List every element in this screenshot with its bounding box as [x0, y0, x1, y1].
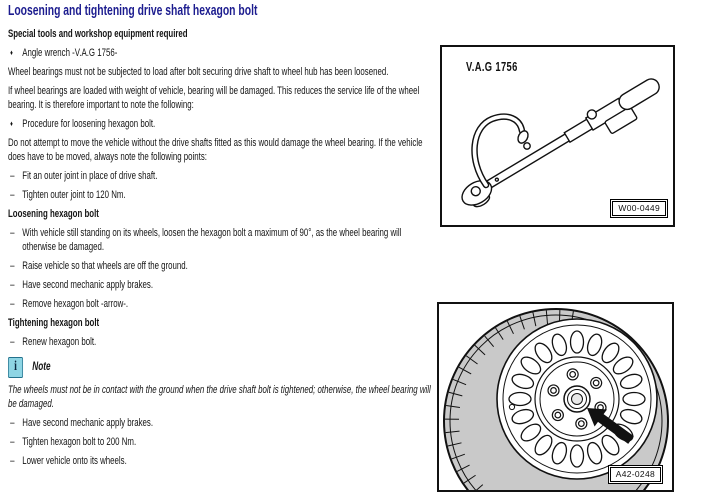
step-item-text: Raise vehicle so that wheels are off the ground. — [22, 259, 431, 273]
note-label: Note — [32, 361, 50, 373]
dash-bullet-icon: – — [10, 188, 22, 202]
dash-bullet-icon: – — [10, 435, 22, 449]
wrench-body-group — [457, 73, 669, 217]
step-item — [8, 335, 431, 349]
paragraph: If wheel bearings are loaded with weight of vehicle, bearing will be damaged. This reduces the service life of the wheel bearing. It is therefore important to note the following: — [8, 84, 431, 112]
step-item — [8, 454, 431, 468]
step-item-text: Remove hexagon bolt -arrow-. — [22, 297, 431, 311]
step-item — [8, 278, 431, 292]
dash-bullet-icon: – — [10, 454, 22, 468]
step-item — [8, 435, 431, 449]
step-item — [8, 188, 431, 202]
wheel-drawing — [439, 304, 672, 490]
document-text-column — [8, 0, 431, 473]
step-item-text: Have second mechanic apply brakes. — [22, 416, 431, 430]
dash-bullet-icon: – — [10, 335, 22, 349]
dash-bullet-icon: – — [10, 278, 22, 292]
figure-ref-box — [610, 199, 668, 218]
bullet-item — [8, 117, 431, 131]
note-info-icon: i — [8, 357, 23, 378]
step-item — [8, 226, 431, 254]
hub-bolt — [564, 386, 590, 412]
figure-wheel-hexagon-bolt — [437, 302, 674, 492]
step-item-text: With vehicle still standing on its wheels, loosen the hexagon bolt a maximum of 90°, as the wheel bearing will otherwise be damaged. — [22, 226, 431, 254]
section-heading-tightening: Tightening hexagon bolt — [8, 316, 431, 330]
dash-bullet-icon: – — [10, 297, 22, 311]
figure-ref-label: A42-0248 — [610, 467, 661, 482]
paragraph: Do not attempt to move the vehicle without the drive shafts fitted as this would damage the wheel bearing. If the vehicle does have to be moved, always note the following points: — [8, 136, 431, 164]
step-item — [8, 259, 431, 273]
step-item-text: Renew hexagon bolt. — [22, 335, 431, 349]
diamond-bullet-icon: ♦ — [10, 117, 22, 131]
step-item-text: Tighten outer joint to 120 Nm. — [22, 188, 431, 202]
bullet-item-text: Angle wrench -V.A.G 1756- — [22, 46, 431, 60]
step-item — [8, 297, 431, 311]
figure-ref-box — [608, 465, 663, 484]
figure-ref-label: W00-0449 — [612, 201, 666, 216]
dash-bullet-icon: – — [10, 226, 22, 254]
note-text: The wheels must not be in contact with the ground when the drive shaft bolt is tightened; otherwise, the wheel bearing will be damaged. — [8, 383, 431, 411]
page-title: Loosening and tightening drive shaft hexagon bolt — [8, 0, 431, 20]
section-heading-loosening: Loosening hexagon bolt — [8, 207, 431, 221]
step-item-text: Tighten hexagon bolt to 200 Nm. — [22, 435, 431, 449]
bullet-item — [8, 46, 431, 60]
note-callout — [8, 357, 431, 377]
dash-bullet-icon: – — [10, 259, 22, 273]
valve-stem — [509, 404, 514, 409]
step-item — [8, 416, 431, 430]
step-item-text: Have second mechanic apply brakes. — [22, 278, 431, 292]
dash-bullet-icon: – — [10, 416, 22, 430]
paragraph: Wheel bearings must not be subjected to load after bolt securing drive shaft to wheel hub has been loosened. — [8, 65, 431, 79]
figure-angle-wrench — [440, 45, 675, 227]
tool-caption: V.A.G 1756 — [466, 59, 518, 74]
diamond-bullet-icon: ♦ — [10, 46, 22, 60]
bullet-item-text: Procedure for loosening hexagon bolt. — [22, 117, 431, 131]
step-item-text: Lower vehicle onto its wheels. — [22, 454, 431, 468]
step-item — [8, 169, 431, 183]
section-heading-special-tools: Special tools and workshop equipment required — [8, 27, 431, 41]
step-item-text: Fit an outer joint in place of drive shaft. — [22, 169, 431, 183]
dash-bullet-icon: – — [10, 169, 22, 183]
